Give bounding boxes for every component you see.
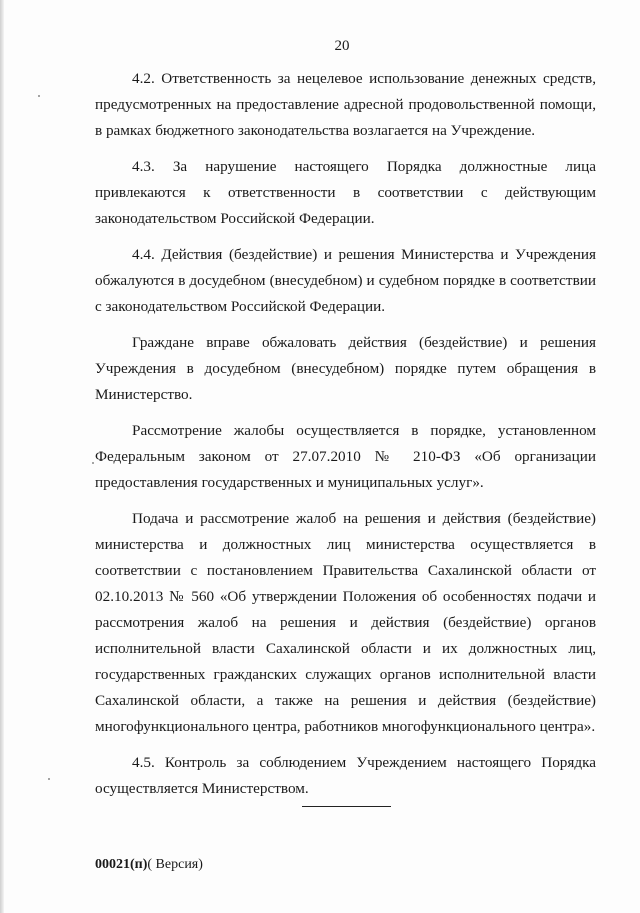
paragraph-4-3: 4.3. За нарушение настоящего Порядка должностные лица привлекаются к ответственности в соответствии с действующим законодательством Российской Федерации.: [95, 158, 596, 227]
page-number: 20: [334, 38, 350, 54]
footer-version-label: ( Версия): [147, 857, 203, 872]
scan-speck: [38, 95, 40, 97]
footer-document-code: [95, 857, 203, 873]
scan-speck: [48, 778, 50, 780]
paragraph-citizens-appeal: Граждане вправе обжаловать действия (бездействие) и решения Учреждения в досудебном (внесудебном) порядке путем обращения в Министерство.: [95, 334, 596, 403]
scan-speck: [92, 462, 94, 464]
paragraph-4-2: 4.2. Ответственность за нецелевое использование денежных средств, предусмотренных на предоставление адресной продовольственной помощи, в рамках бюджетного законодательства возлагается на Учреждение.: [95, 70, 596, 139]
paragraph-complaint-filing: Подача и рассмотрение жалоб на решения и действия (бездействие) министерства и должностных лиц министерства осуществляется в соответствии с постановлением Правительства Сахалинской области от 02.10.2013 № 560 «Об утверждении Положения об особенностях подачи и рассмотрения жалоб на решения и действия (бездействие) органов исполнительной власти Сахалинской области и их должностных лиц, государственных гражданских служащих органов исполнительной власти Сахалинской области, а также на решения и действия (бездействие) многофункционального центра, работников многофункционального центра».: [95, 510, 596, 735]
paragraph-complaint-review: Рассмотрение жалобы осуществляется в порядке, установленном Федеральным законом от 27.07.2010 № 210-ФЗ «Об организации предоставления государственных и муниципальных услуг».: [95, 422, 596, 491]
end-separator-line: [302, 806, 391, 807]
paragraph-4-5: 4.5. Контроль за соблюдением Учреждением настоящего Порядка осуществляется Министерством.: [95, 754, 596, 797]
scan-left-edge: [0, 0, 4, 913]
footer-code-number: 00021(п): [95, 857, 148, 872]
paragraph-4-4: 4.4. Действия (бездействие) и решения Министерства и Учреждения обжалуются в досудебном (внесудебном) и судебном порядке в соответствии с законодательством Российской Федерации.: [95, 246, 596, 315]
document-body: [95, 66, 596, 812]
